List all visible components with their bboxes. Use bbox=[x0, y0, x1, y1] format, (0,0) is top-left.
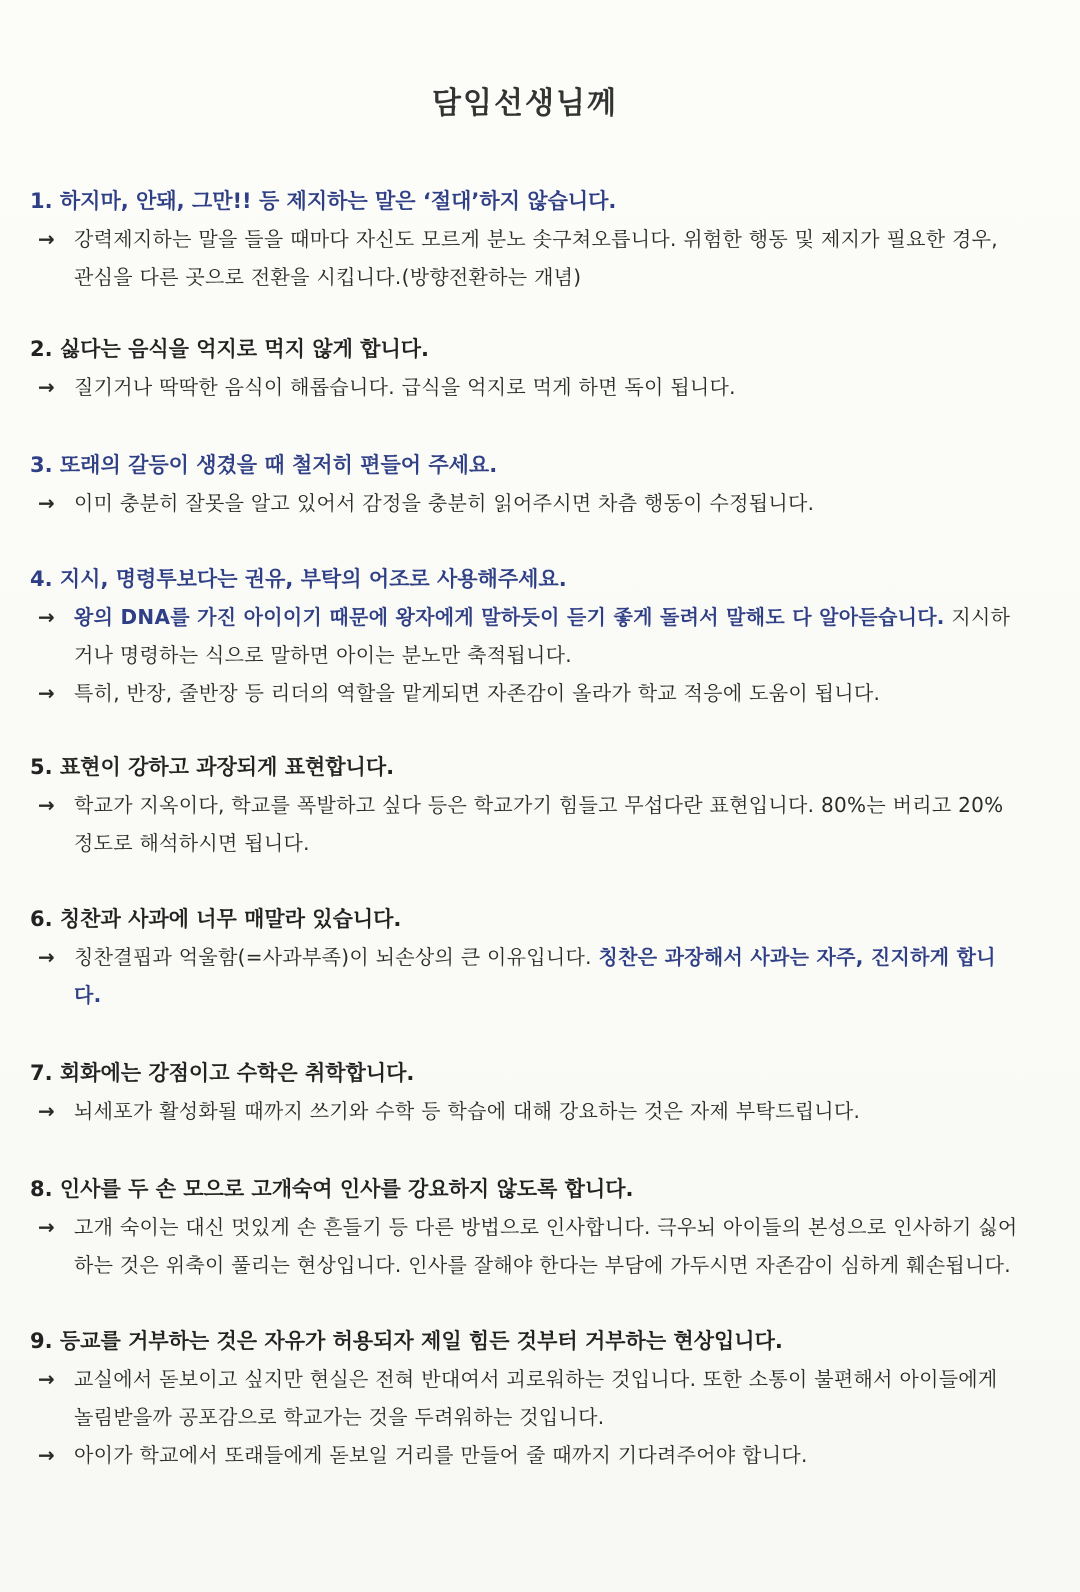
arrow-icon: → bbox=[38, 1215, 55, 1239]
point-text-emphasis: 칭찬은 과장해서 사과는 자주, 진지하게 합니다. bbox=[74, 945, 996, 1007]
point-text-emphasis: 왕의 DNA를 가진 아이이기 때문에 왕자에게 말하듯이 듣기 좋게 돌려서 말해도 다 알아듣습니다. bbox=[74, 605, 945, 629]
item-heading: 5. 표현이 강하고 과장되게 표현합니다. bbox=[30, 755, 395, 779]
item-heading: 1. 하지마, 안돼, 그만!! 등 제지하는 말은 ‘절대’하지 않습니다. bbox=[30, 189, 617, 213]
item-4 bbox=[30, 560, 1020, 712]
item-point bbox=[30, 938, 1020, 1014]
item-2 bbox=[30, 330, 1020, 406]
item-point bbox=[30, 484, 1020, 522]
item-heading: 4. 지시, 명령투보다는 권유, 부탁의 어조로 사용해주세요. bbox=[30, 567, 567, 591]
point-text-plain: 지시하거나 명령하는 식으로 말하면 아이는 분노만 축적됩니다. bbox=[74, 605, 1011, 667]
item-8 bbox=[30, 1170, 1020, 1284]
item-point bbox=[30, 786, 1020, 862]
point-text-plain: 칭찬결핍과 억울함(=사과부족)이 뇌손상의 큰 이유입니다. bbox=[74, 945, 599, 969]
arrow-icon: → bbox=[38, 375, 55, 399]
item-3 bbox=[30, 446, 1020, 522]
point-text bbox=[74, 598, 1020, 674]
arrow-icon: → bbox=[38, 945, 55, 969]
point-text: 질기거나 딱딱한 음식이 해롭습니다. 급식을 억지로 먹게 하면 독이 됩니다. bbox=[74, 375, 736, 399]
item-heading: 8. 인사를 두 손 모으로 고개숙여 인사를 강요하지 않도록 합니다. bbox=[30, 1177, 634, 1201]
arrow-icon: → bbox=[38, 605, 55, 629]
item-heading: 7. 회화에는 강점이고 수학은 취학합니다. bbox=[30, 1061, 415, 1085]
item-6 bbox=[30, 900, 1020, 1014]
item-heading: 2. 싫다는 음식을 억지로 먹지 않게 합니다. bbox=[30, 337, 430, 361]
arrow-icon: → bbox=[38, 1367, 55, 1391]
arrow-icon: → bbox=[38, 491, 55, 515]
point-text: 교실에서 돋보이고 싶지만 현실은 전혀 반대여서 괴로워하는 것입니다. 또한 소통이 불편해서 아이들에게 놀림받을까 공포감으로 학교가는 것을 두려워하는 것입니다. bbox=[74, 1367, 998, 1429]
point-text: 학교가 지옥이다, 학교를 폭발하고 싶다 등은 학교가기 힘들고 무섭다란 표현입니다. 80%는 버리고 20%정도로 해석하시면 됩니다. bbox=[74, 793, 1004, 855]
point-text: 이미 충분히 잘못을 알고 있어서 감정을 충분히 읽어주시면 차츰 행동이 수정됩니다. bbox=[74, 491, 815, 515]
item-point bbox=[30, 1092, 1020, 1130]
page-title: 담임선생님께 bbox=[432, 86, 618, 121]
point-text: 특히, 반장, 줄반장 등 리더의 역할을 맡게되면 자존감이 올라가 학교 적응에 도움이 됩니다. bbox=[74, 681, 881, 705]
item-point bbox=[30, 598, 1020, 674]
arrow-icon: → bbox=[38, 793, 55, 817]
item-5 bbox=[30, 748, 1020, 862]
arrow-icon: → bbox=[38, 681, 55, 705]
item-point bbox=[30, 368, 1020, 406]
arrow-icon: → bbox=[38, 1099, 55, 1123]
item-point bbox=[30, 220, 1020, 296]
item-point bbox=[30, 1436, 1020, 1474]
point-text: 아이가 학교에서 또래들에게 돋보일 거리를 만들어 줄 때까지 기다려주어야 합니다. bbox=[74, 1443, 808, 1467]
point-text: 강력제지하는 말을 들을 때마다 자신도 모르게 분노 솟구쳐오릅니다. 위험한 행동 및 제지가 필요한 경우, 관심을 다른 곳으로 전환을 시킵니다.(방향전환하는 개념) bbox=[74, 227, 998, 289]
item-9 bbox=[30, 1322, 1020, 1474]
item-point bbox=[30, 1360, 1020, 1436]
point-text bbox=[74, 938, 1020, 1014]
arrow-icon: → bbox=[38, 1443, 55, 1467]
point-text: 뇌세포가 활성화될 때까지 쓰기와 수학 등 학습에 대해 강요하는 것은 자제 부탁드립니다. bbox=[74, 1099, 861, 1123]
item-heading: 3. 또래의 갈등이 생겼을 때 철저히 편들어 주세요. bbox=[30, 453, 498, 477]
point-text: 고개 숙이는 대신 멋있게 손 흔들기 등 다른 방법으로 인사합니다. 극우뇌 아이들의 본성으로 인사하기 싫어하는 것은 위축이 풀리는 현상입니다. 인사를 잘해야 한다는 부담에 가두시면 자존감이 심하게 훼손됩니다. bbox=[74, 1215, 1018, 1277]
item-7 bbox=[30, 1054, 1020, 1130]
item-1 bbox=[30, 182, 1020, 296]
arrow-icon: → bbox=[38, 227, 55, 251]
item-point bbox=[30, 674, 1020, 712]
item-heading: 6. 칭찬과 사과에 너무 매말라 있습니다. bbox=[30, 907, 402, 931]
item-heading: 9. 등교를 거부하는 것은 자유가 허용되자 제일 힘든 것부터 거부하는 현상입니다. bbox=[30, 1329, 783, 1353]
item-point bbox=[30, 1208, 1020, 1284]
